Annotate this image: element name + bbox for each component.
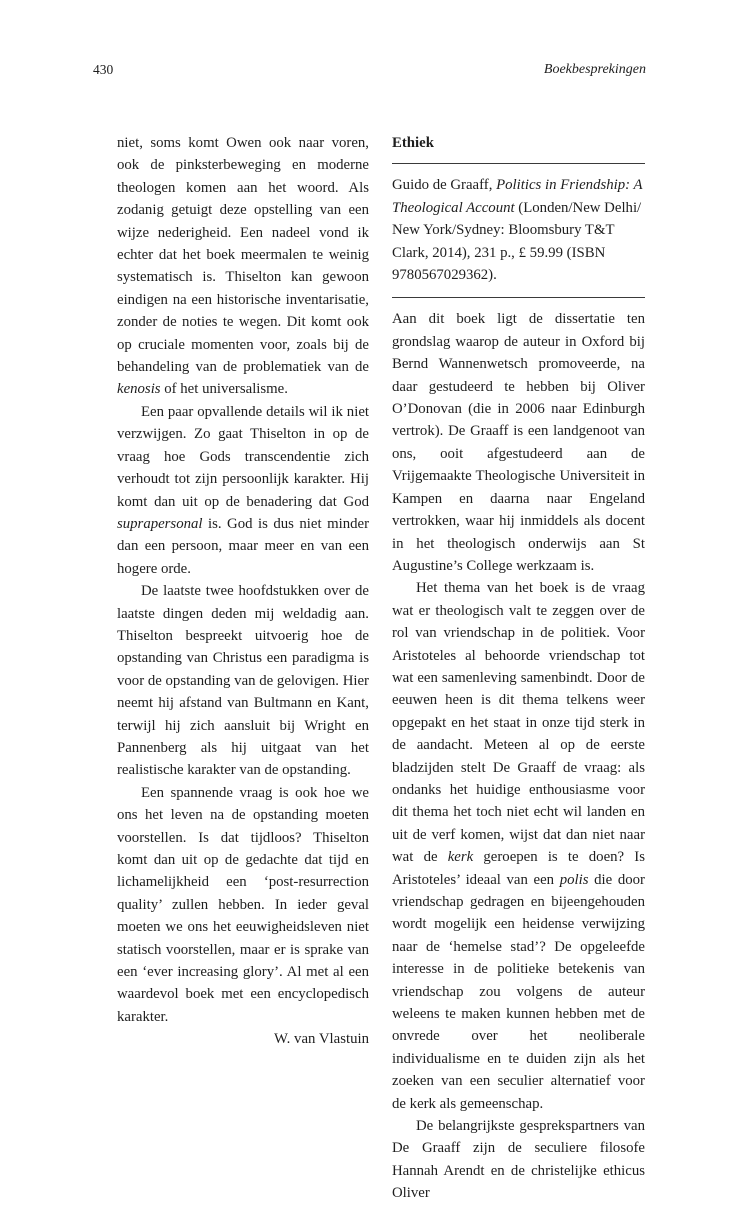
paragraph: Een spannende vraag is ook hoe we ons het leven na de opstanding moeten voorstellen. Is dat tijdloos? Thiselton komt dan uit op de gedachte dat tijd en lichamelijkheid een ‘post-resurrection quality’ zullen hebben. In ieder geval moeten we ons het eeuwigheidsleven niet statisch voorstellen, maar er is sprake van een ‘ever increasing glory’. Al met al een waardevol boek met een encyclopedisch karakter.: [117, 784, 369, 1025]
book-author: Guido de Graaff,: [392, 177, 497, 194]
paragraph: niet, soms komt Owen ook naar voren, ook de pinksterbeweging en moderne theologen komen aan het woord. Als zodanig getuigt deze opstelling van een wijze nederigheid. Een nadeel vond ik echter dat het boek meermalen te weinig systematisch is. Thiselton kan gewoon eindigen na een historische inventarisatie, zonder de noties te wegen. Dit komt ook op cruciale momenten voor, zoals bij de behandeling van de problematiek van de kenosis of het universalisme.: [117, 135, 369, 398]
divider: [392, 297, 645, 298]
right-column: [392, 132, 645, 1205]
running-header: Boekbesprekingen: [543, 62, 646, 77]
paragraph: De belangrijkste gesprekspartners van De Graaff zijn de seculiere filosofe Hannah Arendt en de christelijke ethicus Oliver: [392, 1118, 645, 1202]
left-column: [117, 132, 369, 1051]
paragraph: Het thema van het boek is de vraag wat er theologisch valt te zeggen over de rol van vriendschap in de politiek. Voor Aristoteles al behoorde vriendschap tot wat een samenleving samenbindt. Door de eeuwen heen is dit thema telkens weer opgepakt en het staat in onze tijd sterk in de aandacht. Meteen al op de eerste bladzijden stelt De Graaff de vraag: als ondanks het huidige enthousiasme voor dit thema het toch niet echt wil landen en uit de verf komen, wijst dat dan niet naar wat de kerk geroepen is te doen? Is Aristoteles’ ideaal van een polis die door vriendschap gedragen en bijeengehouden wordt mogelijk een heidense verwijzing naar de ‘hemelse stad’? De opgeleefde interesse in de politieke betekenis van vriendschap zou volgens de auteur weleens te maken kunnen hebben met de onvrede over het neoliberale individualisme en te duiden zijn als het zoeken van een seculier alternatief voor de kerk als gemeenschap.: [392, 580, 645, 1112]
paragraph: Aan dit boek ligt de dissertatie ten grondslag waarop de auteur in Oxford bij Bernd Wannenwetsch promoveerde, na daar gestudeerd te hebben bij Oliver O’Donovan (die in 2006 naar Edinburgh vertrok). De Graaff is een landgenoot van ons, ooit afgestudeerd aan de Vrijgemaakte Theologische Universiteit in Kampen en daarna naar Engeland vertrokken, waar hij inmiddels als docent in het theologisch onderwijs aan St Augustine’s College werkzaam is.: [392, 311, 645, 574]
book-reference: [392, 174, 645, 286]
reviewer-signature: W. van Vlastuin: [274, 1031, 369, 1048]
book-title: Politics in Friendship: A Theological Account: [392, 177, 643, 216]
section-heading: Ethiek: [392, 135, 434, 151]
page-number: 430: [93, 62, 114, 77]
emphasis: suprapersonal: [117, 515, 203, 532]
book-details: (Londen/New Delhi/ New York/Sydney: Bloomsbury T&T Clark, 2014), 231 p., £ 59.99 (ISBN 9780567029362).: [392, 199, 642, 284]
emphasis: kenosis: [117, 381, 161, 398]
divider: [392, 163, 645, 164]
paragraph: De laatste twee hoofdstukken over de laatste dingen deden mij weldadig aan. Thiselton bespreekt uitvoerig hoe de opstanding van Christus een paradigma is voor de opstanding van de gelovigen. Hier neemt hij afstand van Bultmann en Kant, terwijl hij zich aansluit bij Wright en Pannenberg als hij uitgaat van het realistische karakter van de opstanding.: [117, 583, 369, 779]
emphasis: polis: [559, 871, 589, 888]
emphasis: kerk: [447, 849, 474, 866]
paragraph: Een paar opvallende details wil ik niet verzwijgen. Zo gaat Thiselton in op de vraag hoe Gods transcendentie zich verhoudt tot zijn persoonlijk karakter. Hij komt dan uit op de benadering dat God suprapersonal is. God is dus niet minder dan een persoon, maar meer en van een hogere orde.: [117, 403, 369, 577]
